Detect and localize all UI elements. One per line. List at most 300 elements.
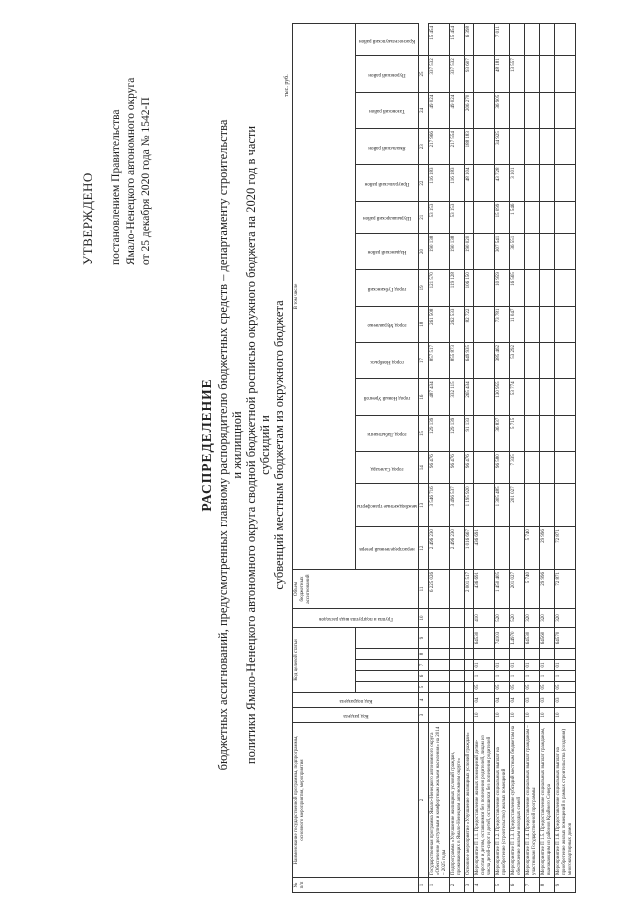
row-district-value: 15 454: [450, 24, 465, 56]
row-number: 1: [429, 878, 450, 893]
row-district-value: 265 434: [465, 379, 474, 415]
row-district-value: [540, 201, 555, 233]
header-cs-2: [356, 671, 419, 682]
row-total: [450, 570, 465, 609]
row-district-value: 190 138: [429, 233, 450, 269]
table-body: [429, 24, 576, 893]
column-number: 7: [419, 660, 429, 671]
row-code-part: 05: [495, 682, 510, 693]
row-subsection: [465, 693, 474, 708]
row-district-value: [510, 24, 525, 56]
header-expense-group: Группа и подгруппа вида расходов: [293, 609, 419, 628]
row-number: 5: [495, 878, 510, 893]
row-district-value: 337 532: [429, 56, 450, 92]
row-name: Мероприятие П 1.6. Предоставление социальных выплат на приобретение жилых помещений в рамках строительства (создания) многоквартирных домов: [555, 723, 576, 878]
row-district-value: [474, 233, 495, 269]
header-tazovsky: Тазовский район: [356, 92, 419, 128]
column-number: 4: [419, 693, 429, 708]
approval-block: [80, 25, 154, 265]
row-section: 10: [540, 708, 555, 723]
row-municipal: [474, 484, 495, 527]
row-district-value: 385 462: [495, 342, 510, 378]
row-code-part: [495, 649, 510, 660]
row-expense-group: 520: [510, 609, 525, 628]
row-district-value: [540, 56, 555, 92]
row-undistributed: 2 496 230: [429, 527, 450, 570]
row-district-value: [540, 92, 555, 128]
row-district-value: 96 580: [495, 452, 510, 484]
row-district-value: 34 925: [495, 129, 510, 165]
row-district-value: 96 476: [450, 452, 465, 484]
row-total: 72 871: [555, 570, 576, 609]
column-number: 14: [419, 452, 429, 484]
row-district-value: [525, 165, 540, 201]
heading-line: бюджетных ассигнований, предусмотренных главному распорядителю бюджетных средств – департаменту строительства и жилищной: [216, 119, 244, 771]
row-undistributed: 5 740: [525, 527, 540, 570]
row-district-value: 857 517: [429, 342, 450, 378]
row-number: 9: [555, 878, 576, 893]
column-number: 21: [419, 201, 429, 233]
row-district-value: [525, 342, 540, 378]
row-district-value: 96 476: [465, 452, 474, 484]
table-row: [540, 24, 555, 893]
row-district-value: 188 183: [465, 129, 474, 165]
column-number: 15: [419, 415, 429, 451]
row-district-value: [555, 92, 576, 128]
row-district-value: 7 011: [495, 24, 510, 56]
row-name: Мероприятие П 1.1. Предоставление жилых помещений детям-сиротам и детям, оставшимся без попечения родителей, лицам из числа детей-сирот и детей, оставшихся без попечения родителей: [474, 723, 495, 878]
row-district-value: [555, 342, 576, 378]
row-district-value: 119 128: [450, 270, 465, 306]
row-code-part: [429, 649, 450, 660]
column-number: 16: [419, 379, 429, 415]
row-district-value: 106 150: [465, 270, 474, 306]
column-number: 8: [419, 649, 429, 660]
header-of-which: В том числе: [293, 24, 356, 570]
row-code-part: [465, 628, 474, 649]
row-number: 7: [525, 878, 540, 893]
row-district-value: [525, 201, 540, 233]
row-district-value: [525, 24, 540, 56]
row-code-part: 01: [555, 660, 576, 671]
row-code-part: [450, 671, 465, 682]
table-row: [510, 24, 525, 893]
row-district-value: [555, 306, 576, 342]
column-number: 23: [419, 129, 429, 165]
row-code-part: 01: [474, 660, 495, 671]
row-code-part: 01: [495, 660, 510, 671]
row-code-part: 1: [540, 671, 555, 682]
row-district-value: 48 104: [465, 165, 474, 201]
row-district-value: [474, 92, 495, 128]
row-name: Государственная программа Ямало-Ненецкого автономного округа «Обеспечение доступным и комфортным жильем населения» на 2014 – 2025 годы: [429, 723, 450, 878]
row-code-part: 64530: [474, 628, 495, 649]
row-district-value: [525, 92, 540, 128]
row-code-part: 01: [540, 660, 555, 671]
row-code-part: [450, 649, 465, 660]
row-section: [429, 708, 450, 723]
row-district-value: 15 454: [429, 24, 450, 56]
row-section: [465, 708, 474, 723]
row-undistributed: 2 496 230: [450, 527, 465, 570]
row-district-value: [474, 24, 495, 56]
row-district-value: 36 837: [495, 415, 510, 451]
row-district-value: 53 153: [450, 201, 465, 233]
row-code-part: 05: [525, 682, 540, 693]
row-district-value: 36 905: [495, 92, 510, 128]
row-total: 436 691: [474, 570, 495, 609]
column-number: 20: [419, 233, 429, 269]
row-code-part: 64560: [540, 628, 555, 649]
row-expense-group: 320: [555, 609, 576, 628]
row-district-value: 91 133: [465, 415, 474, 451]
row-district-value: 48 181: [495, 56, 510, 92]
row-district-value: [525, 415, 540, 451]
table-row: [474, 24, 495, 893]
table-row: [450, 24, 465, 893]
row-district-value: [525, 129, 540, 165]
header-purovsky: Пуровский район: [356, 56, 419, 92]
row-district-value: [555, 56, 576, 92]
header-num: № п/п: [293, 878, 419, 893]
column-number: 2: [419, 723, 429, 878]
row-district-value: 16 565: [510, 270, 525, 306]
row-district-value: [474, 129, 495, 165]
row-municipal: 1 195 920: [465, 484, 474, 527]
row-municipal: 1 305 485: [495, 484, 510, 527]
header-krasnoselkupsky: Красноселькупский район: [356, 24, 419, 56]
table-row: [465, 24, 474, 893]
row-code-part: [429, 682, 450, 693]
row-undistributed: [495, 527, 510, 570]
column-number: 6: [419, 671, 429, 682]
row-expense-group: 320: [540, 609, 555, 628]
header-city-salekhard: город Салехард: [356, 452, 419, 484]
row-code-part: 01: [510, 660, 525, 671]
row-name: Мероприятие П 1.2. Предоставление социальных выплат на приобретение (строительство) жилых помещений: [495, 723, 510, 878]
row-district-value: 10 959: [495, 270, 510, 306]
row-expense-group: 520: [495, 609, 510, 628]
row-district-value: 96 476: [429, 452, 450, 484]
header-cs-4: [356, 649, 419, 660]
header-city-novy-urengoy: город Новый Уренгой: [356, 379, 419, 415]
row-municipal: [540, 484, 555, 527]
row-section: [450, 708, 465, 723]
row-subsection: 04: [474, 693, 495, 708]
row-total: 5 740: [525, 570, 540, 609]
row-total: 1 450 405: [495, 570, 510, 609]
row-undistributed: 29 996: [540, 527, 555, 570]
approval-line: постановлением Правительства: [110, 109, 122, 265]
approval-line: от 25 декабря 2020 года № 1542-П: [140, 97, 152, 265]
row-district-value: 332 115: [450, 379, 465, 415]
row-district-value: 53 153: [429, 201, 450, 233]
row-district-value: [540, 165, 555, 201]
row-code-part: 05: [474, 682, 495, 693]
header-cs-1: [356, 682, 419, 693]
row-district-value: [540, 306, 555, 342]
row-municipal: [525, 484, 540, 527]
column-number: 18: [419, 306, 429, 342]
row-district-value: [540, 379, 555, 415]
table-row: [495, 24, 510, 893]
row-expense-group: [450, 609, 465, 628]
row-municipal: 3 546 716: [429, 484, 450, 527]
header-code-group: Код целевой статьи: [293, 628, 356, 693]
row-section: 10: [555, 708, 576, 723]
row-subsection: 04: [510, 693, 525, 708]
header-name: Наименование государственной программы, подпрограммы, основного мероприятия, мероприятия: [293, 723, 419, 878]
row-municipal: 3 496 537: [450, 484, 465, 527]
row-district-value: [474, 379, 495, 415]
row-code-part: 1: [525, 671, 540, 682]
row-code-part: 64570: [555, 628, 576, 649]
row-code-part: [465, 682, 474, 693]
row-district-value: [474, 342, 495, 378]
row-district-value: [540, 24, 555, 56]
column-number: 19: [419, 270, 429, 306]
row-code-part: 1: [495, 671, 510, 682]
row-code-part: [450, 628, 465, 649]
row-district-value: [474, 452, 495, 484]
row-district-value: [474, 165, 495, 201]
row-district-value: [525, 233, 540, 269]
row-district-value: 15 099: [495, 201, 510, 233]
column-number: 25: [419, 56, 429, 92]
row-district-value: 121 570: [429, 270, 450, 306]
row-district-value: [474, 415, 495, 451]
row-subsection: [450, 693, 465, 708]
row-district-value: [465, 201, 474, 233]
table-header-row: [293, 24, 356, 893]
row-code-part: [555, 649, 576, 660]
row-code-part: [540, 649, 555, 660]
row-code-part: 05: [555, 682, 576, 693]
table-row: [525, 24, 540, 893]
header-priuralsky: Приуральский район: [356, 165, 419, 201]
row-code-part: [525, 649, 540, 660]
row-district-value: [555, 201, 576, 233]
row-total: 2 001 517: [465, 570, 474, 609]
row-district-value: 5 715: [510, 415, 525, 451]
row-district-value: 129 139: [450, 415, 465, 451]
row-district-value: 217 554: [450, 129, 465, 165]
row-code-part: 05: [540, 682, 555, 693]
header-yamalsky: Ямальский район: [356, 129, 419, 165]
row-district-value: 206 270: [465, 92, 474, 128]
row-code-part: 64530: [525, 628, 540, 649]
document-heading: [200, 115, 286, 775]
row-expense-group: 320: [525, 609, 540, 628]
row-district-value: 262 533: [450, 306, 465, 342]
row-name: Основное мероприятие «Улучшение жилищных условий граждан»: [465, 723, 474, 878]
row-undistributed: 1 016 667: [465, 527, 474, 570]
row-district-value: [540, 452, 555, 484]
document-title: РАСПРЕДЕЛЕНИЕ: [199, 378, 214, 512]
row-subsection: [429, 693, 450, 708]
unit-label: тыс. руб.: [284, 74, 290, 97]
row-district-value: 130 955: [495, 379, 510, 415]
row-name: Мероприятие П 1.4. Предоставление социальных выплат гражданам – участникам Государственной программы: [525, 723, 540, 878]
row-district-value: [525, 56, 540, 92]
row-district-value: [555, 24, 576, 56]
row-total: 6 225 026: [429, 570, 450, 609]
row-district-value: [540, 233, 555, 269]
row-district-value: 190 138: [450, 233, 465, 269]
row-district-value: [525, 270, 540, 306]
row-code-part: [474, 649, 495, 660]
allocation-table: [292, 23, 576, 893]
row-district-value: [555, 452, 576, 484]
row-undistributed: 436 691: [474, 527, 495, 570]
row-district-value: 7 335: [510, 452, 525, 484]
row-expense-group: [465, 609, 474, 628]
row-code-part: 74103: [495, 628, 510, 649]
row-district-value: [510, 92, 525, 128]
row-district-value: 307 541: [495, 233, 510, 269]
row-subsection: 03: [555, 693, 576, 708]
row-district-value: [540, 270, 555, 306]
header-city-noyabrsk: город Ноябрьск: [356, 342, 419, 378]
row-code-part: 01: [525, 660, 540, 671]
row-total: 201 027: [510, 570, 525, 609]
header-shuryshkarsky: Шурышкарский район: [356, 201, 419, 233]
row-district-value: 487 434: [429, 379, 450, 415]
row-code-part: [450, 660, 465, 671]
column-number: 1: [419, 878, 429, 893]
row-district-value: 43 728: [495, 165, 510, 201]
row-district-value: [555, 165, 576, 201]
row-undistributed: 72 871: [555, 527, 576, 570]
row-district-value: [474, 56, 495, 92]
row-undistributed: [510, 527, 525, 570]
row-district-value: [555, 415, 576, 451]
column-number: 12: [419, 527, 429, 570]
row-district-value: [555, 379, 576, 415]
header-city-gubkinsky: город Губкинский: [356, 270, 419, 306]
row-district-value: 190 020: [465, 233, 474, 269]
row-municipal: 201 027: [510, 484, 525, 527]
column-number: 13: [419, 484, 429, 527]
row-district-value: 129 139: [429, 415, 450, 451]
row-number: 8: [540, 878, 555, 893]
header-cs-3: [356, 660, 419, 671]
row-district-value: 13 557: [510, 56, 525, 92]
header-municipal: межбюджетные трансферты: [356, 484, 419, 527]
row-number: 4: [474, 878, 495, 893]
row-district-value: 116 183: [429, 165, 450, 201]
row-number: 3: [465, 878, 474, 893]
row-code-part: [450, 682, 465, 693]
column-number-row: [419, 24, 429, 893]
approval-line: Ямало-Ненецкого автономного округа: [125, 77, 137, 265]
column-number: 3: [419, 708, 429, 723]
column-number: 22: [419, 165, 429, 201]
column-number: 9: [419, 628, 429, 649]
header-city-labytnangi: город Лабытнанги: [356, 415, 419, 451]
row-district-value: 53 292: [510, 342, 525, 378]
header-cs-5: [356, 628, 419, 649]
row-code-part: 05: [510, 682, 525, 693]
row-district-value: 116 183: [450, 165, 465, 201]
row-district-value: 49 024: [450, 92, 465, 128]
row-district-value: 3 101: [510, 165, 525, 201]
row-district-value: 36 551: [510, 233, 525, 269]
approval-title: УТВЕРЖДЕНО: [80, 172, 95, 265]
row-name: Мероприятие П 1.3. Предоставление субсидий местным бюджетам на обеспечение жильем молодых семей: [510, 723, 525, 878]
row-code-part: [510, 649, 525, 660]
row-code-part: 1: [474, 671, 495, 682]
row-name: Мероприятие П 1.5. Предоставление социальных выплат гражданам, выезжающим из районов Крайнего Севера: [540, 723, 555, 878]
row-district-value: 49 024: [429, 92, 450, 128]
heading-line: субвенций местным бюджетам из окружного бюджета: [272, 300, 286, 590]
row-district-value: [510, 129, 525, 165]
row-name: Подпрограмма «Улучшение жилищных условий граждан, проживающих в Ямало-Ненецком автономном округе»: [450, 723, 465, 878]
row-district-value: 337 532: [450, 56, 465, 92]
row-expense-group: 410: [474, 609, 495, 628]
header-city-muravlenko: город Муравленко: [356, 306, 419, 342]
row-code-part: L4970: [510, 628, 525, 649]
row-district-value: 73 781: [495, 306, 510, 342]
row-number: 6: [510, 878, 525, 893]
row-code-part: [429, 660, 450, 671]
column-number: 5: [419, 682, 429, 693]
row-code-part: [465, 649, 474, 660]
column-number: 17: [419, 342, 429, 378]
row-district-value: [555, 233, 576, 269]
row-code-part: [429, 628, 450, 649]
row-district-value: [555, 270, 576, 306]
row-district-value: 11 047: [510, 306, 525, 342]
row-district-value: [540, 129, 555, 165]
row-district-value: 1 546: [510, 201, 525, 233]
row-subsection: 03: [525, 693, 540, 708]
row-code-part: [429, 671, 450, 682]
row-expense-group: [429, 609, 450, 628]
row-district-value: 82 722: [465, 306, 474, 342]
row-subsection: 03: [540, 693, 555, 708]
row-district-value: [555, 129, 576, 165]
row-code-part: [465, 660, 474, 671]
row-district-value: 261 508: [429, 306, 450, 342]
table-row: [555, 24, 576, 893]
row-district-value: [474, 201, 495, 233]
row-district-value: [474, 306, 495, 342]
row-code-part: 1: [510, 671, 525, 682]
column-number: 24: [419, 92, 429, 128]
header-subsection: Код подраздела: [293, 693, 419, 708]
row-subsection: 04: [495, 693, 510, 708]
row-district-value: [540, 342, 555, 378]
row-total: 29 996: [540, 570, 555, 609]
table-row: [429, 24, 450, 893]
row-district-value: [525, 452, 540, 484]
header-nadymsky: Надымский район: [356, 233, 419, 269]
header-total: Объем бюджетных ассигнований: [293, 570, 419, 609]
row-municipal: [555, 484, 576, 527]
column-number: 10: [419, 609, 429, 628]
row-section: 10: [495, 708, 510, 723]
row-code-part: [465, 671, 474, 682]
row-section: 10: [525, 708, 540, 723]
header-undistributed: нераспределенный резерв: [356, 527, 419, 570]
row-code-part: 1: [555, 671, 576, 682]
row-number: 2: [450, 878, 465, 893]
row-section: 10: [474, 708, 495, 723]
row-district-value: 93 607: [465, 56, 474, 92]
row-district-value: [525, 379, 540, 415]
heading-line: политики Ямало-Ненецкого автономного округа сводной бюджетной росписью окружного бюджета на 2020 год в части субсидий и: [244, 125, 272, 765]
